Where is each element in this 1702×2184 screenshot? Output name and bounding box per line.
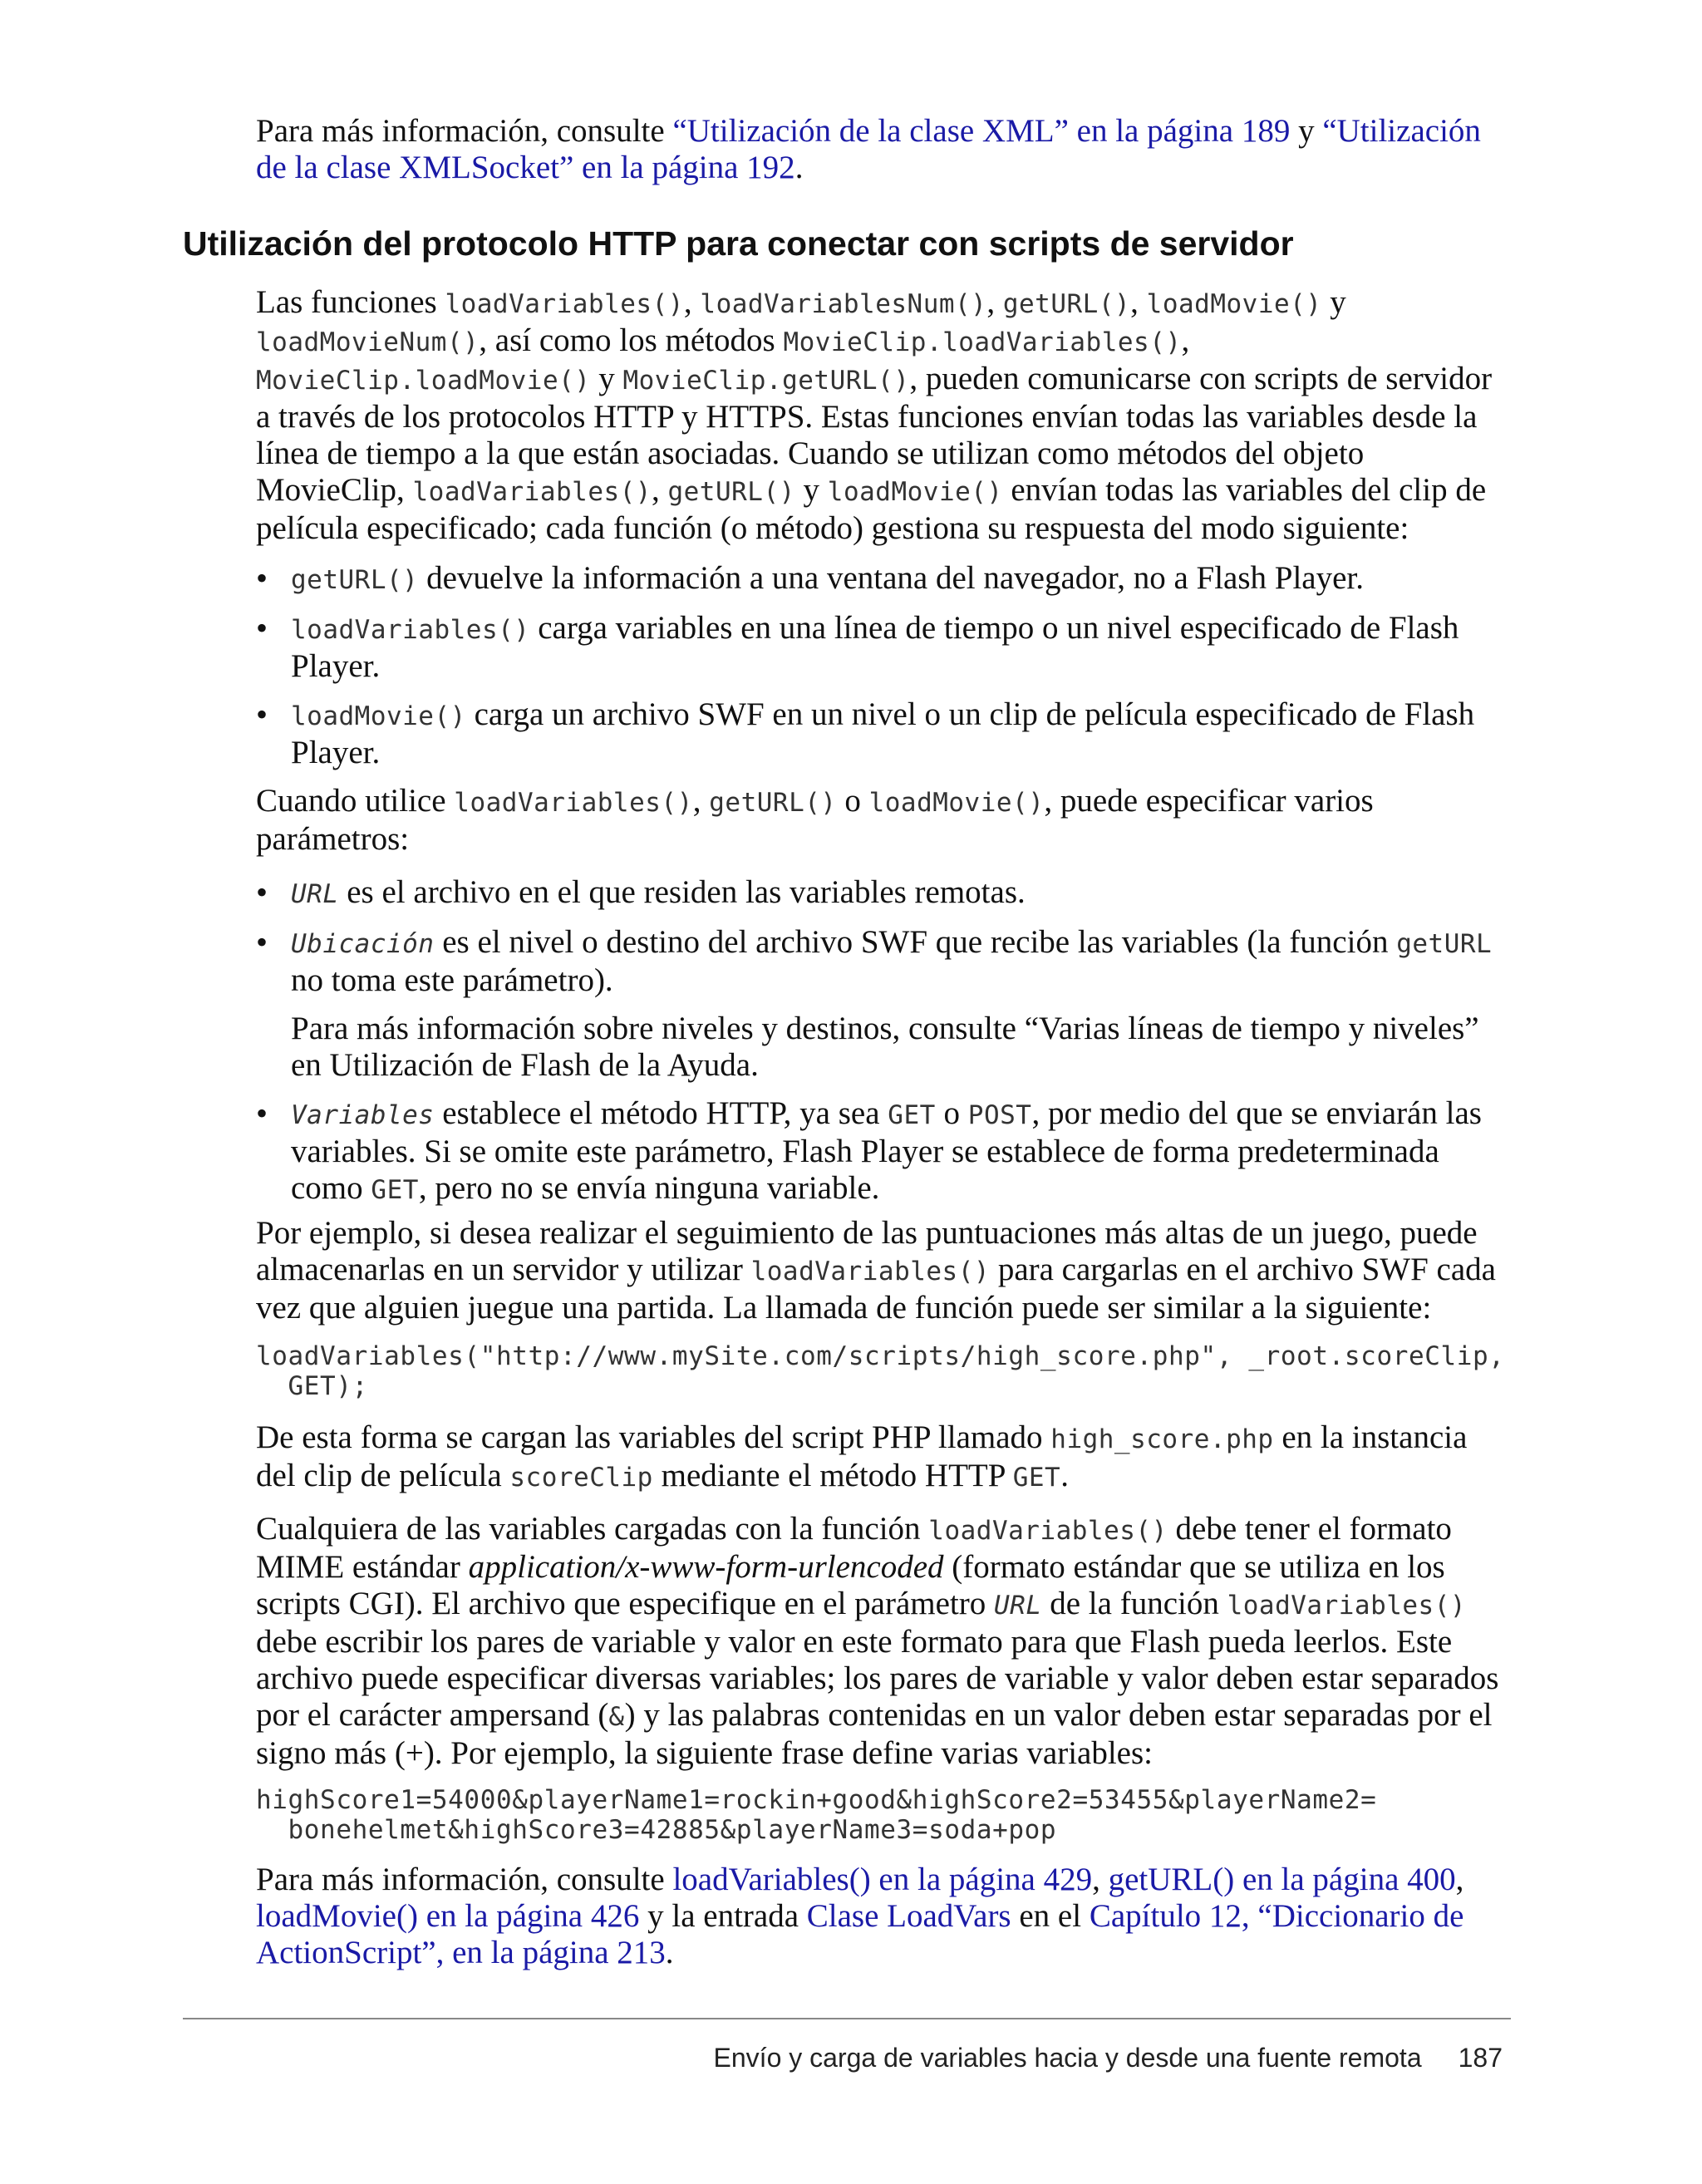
- loadvars-class-link[interactable]: Clase LoadVars: [806, 1898, 1011, 1934]
- list-item: • loadVariables() carga variables en una línea de tiempo o un nivel especificado de Flash Player.: [256, 609, 1459, 684]
- geturl-link[interactable]: getURL() en la página 400: [1108, 1862, 1456, 1897]
- footer-divider: [183, 2018, 1511, 2019]
- paragraph-php: De esta forma se cargan las variables del script PHP llamado high_score.php en la instancia del clip de película scoreClip mediante el método HTTP GET.: [256, 1419, 1468, 1493]
- list-item: • loadMovie() carga un archivo SWF en un nivel o un clip de película especificado de Flash Player.: [256, 696, 1475, 770]
- paragraph-mime: Cualquiera de las variables cargadas con la función loadVariables() debe tener el formato MIME estándar application/x-www-form-urlencoded (formato estándar que se utiliza en los scripts CGI). El archivo que especifique en el parámetro URL de la función loadVariables() debe escribir los pares de variable y valor en este formato para que Flash pueda leerlos. Este archivo puede especificar diversas variables; los pares de variable y valor deben estar separados por el carácter ampersand (&) y las palabras contenidas en un valor deben estar separadas por el signo más (+). Por ejemplo, la siguiente frase define varias variables:: [256, 1511, 1499, 1771]
- bullet-icon: •: [256, 609, 268, 647]
- list-item: • getURL() devuelve la información a una ventana del navegador, no a Flash Player.: [256, 559, 1365, 597]
- loadvariables-link[interactable]: loadVariables() en la página 429: [672, 1862, 1093, 1897]
- list-item: • URL es el archivo en el que residen las variables remotas.: [256, 873, 1026, 911]
- code-line: bonehelmet&highScore3=42885&playerName3=soda+pop: [256, 1815, 1057, 1845]
- bullet-list-functions: [256, 560, 1511, 771]
- code-line: highScore1=54000&playerName1=rockin+good&highScore2=53455&playerName2=: [256, 1785, 1377, 1815]
- footer-title: Envío y carga de variables hacia y desde una fuente remota: [713, 2043, 1422, 2073]
- bullet-icon: •: [256, 923, 268, 961]
- bullet-list-parameters: [256, 874, 1511, 1208]
- paragraph-example: Por ejemplo, si desea realizar el seguimiento de las puntuaciones más altas de un juego, puede almacenarlas en un servidor y utilizar loadVariables() para cargarlas en el archivo SWF cada vez que alguien juegue una partida. La llamada de función puede ser similar a la siguiente:: [256, 1215, 1496, 1326]
- section-heading: Utilización del protocolo HTTP para conectar con scripts de servidor: [183, 224, 1294, 263]
- paragraph-functions: Las funciones loadVariables(), loadVariablesNum(), getURL(), loadMovie() y loadMovieNum(), así como los métodos MovieClip.loadVariables(), MovieClip.loadMovie() y MovieClip.getURL(), pueden comunicarse con scripts de servidor a través de los protocolos HTTP y HTTPS. Estas funciones envían todas las variables desde la línea de tiempo a la que están asociadas. Cuando se utilizan como métodos del objeto MovieClip, loadVariables(), getURL() y loadMovie() envían todas las variables del clip de película especificado; cada función (o método) gestiona su respuesta del modo siguiente:: [256, 284, 1493, 546]
- page-footer: [714, 2043, 1503, 2073]
- xml-class-link[interactable]: “Utilización de la clase XML” en la página 189: [672, 113, 1291, 149]
- loadmovie-link[interactable]: loadMovie() en la página 426: [256, 1898, 640, 1934]
- list-item: • Ubicación es el nivel o destino del archivo SWF que recibe las variables (la función getURL no toma este parámetro). Para más información sobre niveles y destinos, consulte “Varias líneas de tiempo y niveles” en Utilización de Flash de la Ayuda.: [256, 924, 1511, 1084]
- xmlsocket-class-link[interactable]: “Utilización de la clase XMLSocket” en la página 192: [256, 113, 1481, 185]
- bullet-icon: •: [256, 696, 268, 733]
- paragraph-parameters: Cuando utilice loadVariables(), getURL() o loadMovie(), puede especificar varios parámetros:: [256, 783, 1374, 857]
- bullet-icon: •: [256, 873, 268, 911]
- paragraph-more-info: Para más información, consulte loadVariables() en la página 429, getURL() en la página 400, loadMovie() en la página 426 y la entrada Clase LoadVars en el Capítulo 12, “Diccionario de ActionScript”, en la página 213.: [256, 1862, 1464, 1970]
- code-line: GET);: [256, 1371, 368, 1401]
- note-paragraph: Para más información sobre niveles y destinos, consulte “Varias líneas de tiempo y niveles” en Utilización de Flash de la Ayuda.: [291, 1011, 1479, 1083]
- list-item: • Variables establece el método HTTP, ya sea GET o POST, por medio del que se enviarán las variables. Si se omite este parámetro, Flash Player se establece de forma predeterminada como GET, pero no se envía ninguna variable.: [256, 1094, 1482, 1206]
- code-block-variables: [256, 1785, 1511, 1845]
- code-line: loadVariables("http://www.mySite.com/scripts/high_score.php", _root.scoreClip,: [256, 1341, 1505, 1371]
- bullet-icon: •: [256, 559, 268, 597]
- code-block-loadvariables: [256, 1341, 1511, 1401]
- actionscript-dictionary-link[interactable]: Capítulo 12, “Diccionario de ActionScript”, en la página 213: [256, 1898, 1464, 1970]
- page-number: 187: [1458, 2043, 1503, 2073]
- intro-paragraph: Para más información, consulte “Utilización de la clase XML” en la página 189 y “Utilización de la clase XMLSocket” en la página 192.: [256, 113, 1481, 185]
- bullet-icon: •: [256, 1094, 268, 1132]
